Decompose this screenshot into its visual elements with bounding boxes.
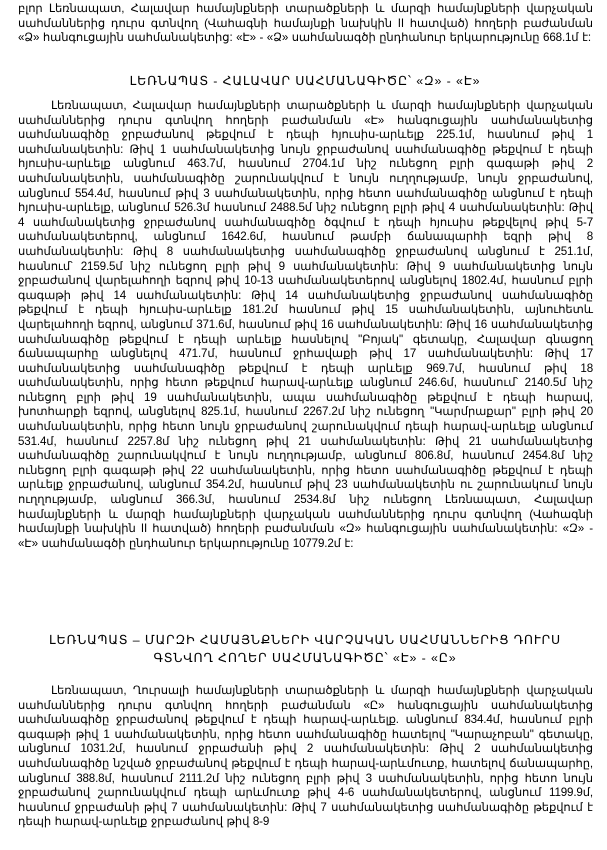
section-body-e-eh: Լեռնապատ, Ղուրսալի համայնքների տարածքների և մարզի համայնքների վարչական սահմաններից դուրս գտնվող հողերի բաժանման «Ը» հանգուցային սահմանակետից սահմանագիծը ջրբաժանով թեքվում է դեպի հարավ-արևելք. անցնում 834.4մ, հասնում բլրի գագաթի թիվ 1 սահմանակետին, որից հետո սահմանագիծը հատելով "Կարաչոբան" գետակը, անցնում 1031.2մ, հասնում ջրբաժանի թիվ 2 սահմանակետին: Թիվ 2 սահմանակետից սահմանագիծը նշված ջրբաժանով թեքվում է դեպի հարավ-արևմուտք, հատելով ճանապարհը, անցնում 388.8մ, հասնում 2111.2մ նիշ ունեցող բլրի թիվ 3 սահմանակետին, որից հետո նույն ջրբաժանով շարունակվում դեպի արևմուտք թիվ 4-6 սահմանակետերով, անցնում 1199.9մ, հասնում ջրբաժանի թիվ 7 սահմանակետին: Թիվ 7 սահմանակետից սահմանագիծը թեքվում է դեպի հարավ-արևելք ջրբաժանով թիվ 8-9 <box>18 684 593 829</box>
section-body-zeta-e: Լեռնապատ, Հալավար համայնքների տարածքների և մարզի համայնքների վարչական սահմաններից դուրս գտնվող հողերի բաժանման «Է» հանգուցային սահմանակետից սահմանագիծը ջրբաժանով թեքվում է դեպի հյուսիս-արևելք 225.1մ, հասնում թիվ 1 սահմանակետին: Թիվ 1 սահմանակետից նույն ջրբաժանով սահմանագիծը թեքվում է դեպի հյուսիս-արևելք անցնում 463.7մ, հասնում 2704.1մ նիշ ունեցող բլրի գագաթի թիվ 2 սահմանակետին, սահմանագիծը շարունակվում է նույն ուղղությամբ, նույն ջրբաժանով, անցնում 554.4մ, հասնում թիվ 3 սահմանակետին, որից հետո սահմանագիծը անցնում է դեպի հյուսիս-արևելք, անցնում 526.3մ հասնում 2488.5մ նիշ ունեցող բլրի թիվ 4 սահմանակետին: Թիվ 4 սահմանակետից ջրբաժանով սահմանագիծը ծգվում է դեպի հյուսիս թեքվելով թիվ 5-7 սահմանակետերով, անցնում 1642.6մ, հասնում թամբի ճանապարհի եզրի թիվ 8 սահմանակետին: Թիվ 8 սահմանակետից սահմանագիծը ջրբաժանով անցնում է 251.1մ, հասնում՝ 2159.5մ նիշ ունեցող բլրի թիվ 9 սահմանակետին: Թիվ 9 սահմանակետից նույն ջրբաժանով վարելահողի եզրով թիվ 10-13 սահմանակետերով անցնելով 1802.4մ, հասնում բլրի գագաթի թիվ 14 սահմանակետին: Թիվ 14 սահմանակետից ջրբաժանով սահմանագիծը թեքվում է դեպի հյուսիս-արևելք 181.2մ հասնում թիվ 15 սահմանակետին, այնուհետև վարելահողի եզրով, անցնում 371.6մ, հասնում թիվ 16 սահմանակետին: Թիվ 16 սահմանակետից սահմանագիծը թեքվում է դեպի արևելք հասնելով "Բոյակ" գետակը, Հալավար գնացող ճանապարհը անցնելով 471.7մ, հասնում ջրհավաքի թիվ 17 սահմանակետին: Թիվ 17 սահմանակետից սահմանագիծը թեքվում է դեպի արևելք 969.7մ, հասնում թիվ 18 սահմանակետին, որից հետո թեքվում հարավ-արևելք անցնում 246.6մ, հասնում՝ 2140.5մ նիշ ունեցող բլրի թիվ 19 սահմանակետին, ապա սահմանագիծը թեքվում է դեպի հարավ, խոտհարքի եզրով, անցնելով 825.1մ, հասնում 2267.2մ նիշ ունեցող "Կարմրաքար" բլրի թիվ 20 սահմանակետին, որից հետո նույն ջրբաժանով շարունակվում դեպի հարավ-արևելք անցնում 531.4մ, հասնում 2257.8մ նիշ ունեցող թիվ 21 սահմանակետին: Թիվ 21 սահմանակետից սահմանագիծը շարունակվում է նույն ուղղությամբ, անցնում 806.8մ, հասնում 2454.8մ նիշ ունեցող բլրի գագաթի թիվ 22 սահմանակետին, որից հետո սահմանագիծը թեքվում է դեպի արևելք ջրբաժանով, անցնում 354.2մ, հասնում թիվ 23 սահմանակետին ու շարունակում նույն ուղղությամբ, անցնում 366.3մ, հասնում 2534.8մ նիշ ունեցող Լեռնապատ, Հալավար համայնքների և մարզի համայնքների վարչական սահմաններից դուրս գտնվող (Վահագնի համայնքի նախկին II հատված) հողերի բաժանման «Զ» հանգուցային սահմանակետին: «Զ» - «Է» սահմանագծի ընդհանուր երկարությունը 10779.2մ է: <box>18 99 593 550</box>
section-heading-zeta-e: ԼԵՌՆԱՊԱՏ - ՀԱԼԱՎԱՐ ՍԱՀՄԱՆԱԳԻԾԸ՝ «Զ» - «Է» <box>129 74 481 88</box>
section-heading-e-eh: ԼԵՌՆԱՊԱՏ – ՄԱՐԶԻ ՀԱՄԱՅՆՔՆԵՐԻ ՎԱՐՉԱԿԱՆ ՍԱՀՄԱՆՆԵՐԻՑ ԴՈՒՐՍ ԳՏՆՎՈՂ ՀՈՂԵՐ ՍԱՀՄԱՆԱԳԻԾԸ՝ «Է» - «Ը» <box>49 633 561 665</box>
intro-paragraph: բլոր Լեռնապատ, Հալավար համայնքների տարածքների և մարզի համայնքների վարչական սահմաններից դուրս գտնվող (Վահագնի համայնքի նախկին II հատված) հողերի բաժանման «Ձ» հանգուցային սահմանակետից: «Է» - «Ձ» սահմանագծի ընդհանուր երկարությունը 668.1մ է: <box>18 2 593 45</box>
